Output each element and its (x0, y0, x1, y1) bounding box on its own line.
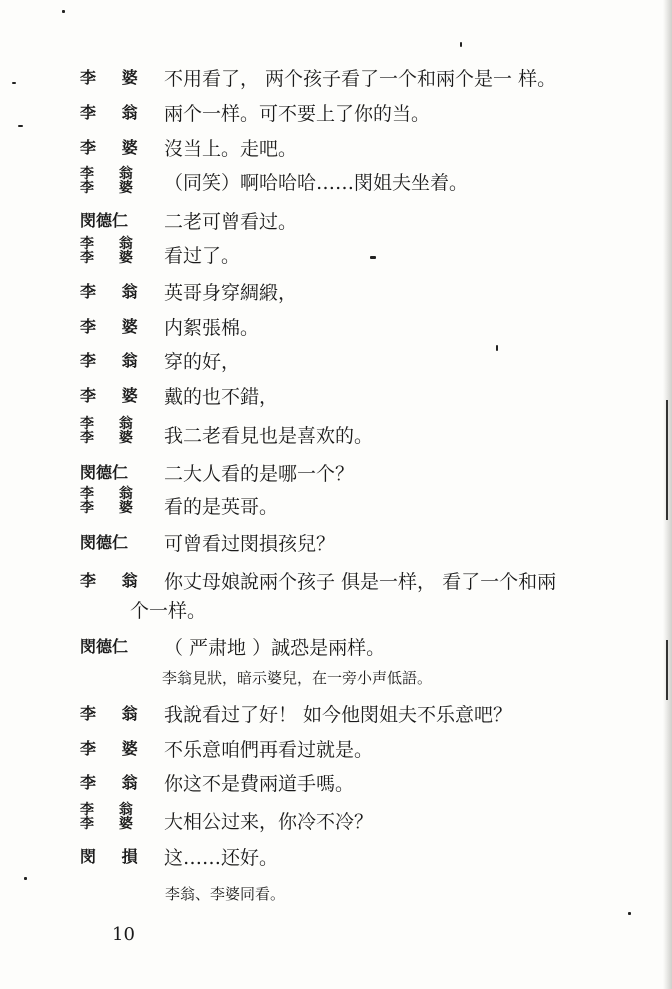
dialogue: 这……还好。 (164, 847, 279, 869)
dialogue: 英哥身穿綢緞， (164, 282, 298, 304)
dialogue: 我二老看見也是喜欢的。 (164, 425, 374, 447)
scan-speck (18, 125, 23, 127)
dialogue: （同笑）啊哈哈哈……閔姐夫坐着。 (164, 172, 469, 194)
dialogue: 戴的也不錯， (164, 386, 279, 408)
dialogue: 我說看过了好！ 如今他閔姐夫不乐意吧？ (164, 704, 513, 726)
scan-speck (24, 877, 27, 880)
dialogue: 兩个一样。可不要上了你的当。 (164, 103, 431, 125)
scan-speck (12, 82, 16, 84)
speaker: 李 翁 (80, 773, 148, 792)
speaker: 閔 損 (80, 847, 148, 866)
speaker-top: 李 翁 (80, 236, 143, 252)
scan-speck (370, 256, 376, 259)
speaker: 李 婆 (80, 138, 148, 157)
dialogue: 可曾看过閔損孩兒？ (164, 533, 336, 555)
speaker: 閔德仁 (80, 211, 129, 230)
speaker: 李 婆 (80, 317, 148, 336)
speaker-bottom: 李 婆 (80, 500, 143, 516)
speaker: 李 婆 (80, 739, 148, 758)
dialogue: 看过了。 (164, 245, 241, 267)
speaker: 李 翁 (80, 103, 148, 122)
speaker-bottom: 李 婆 (80, 250, 143, 266)
speaker: 李 翁 (80, 351, 148, 370)
page-edge-mark (666, 400, 668, 520)
speaker-top: 李 翁 (80, 416, 143, 432)
scan-speck (628, 912, 631, 915)
speaker-top: 李 翁 (80, 166, 143, 182)
dialogue: 你这不是費兩道手嗎。 (164, 773, 355, 795)
speaker-bottom: 李 婆 (80, 180, 143, 196)
speaker: 閔德仁 (80, 637, 129, 656)
stage-direction: 李翁見狀，暗示婆兒，在一旁小声低語。 (162, 669, 433, 687)
stage-direction: 李翁、李婆同看。 (165, 885, 286, 903)
dialogue: （ 严肃地 ）誠恐是兩样。 (164, 637, 386, 659)
dialogue-continuation: 个一样。 (130, 600, 207, 622)
dialogue: 二大人看的是哪一个？ (164, 463, 355, 485)
scan-speck (496, 345, 498, 351)
speaker: 李 翁 (80, 571, 148, 590)
dialogue: 内絮張棉。 (164, 317, 260, 339)
speaker-top: 李 翁 (80, 486, 143, 502)
dialogue: 穿的好， (164, 351, 241, 373)
speaker: 李 翁 (80, 282, 148, 301)
scan-speck (460, 42, 462, 47)
page-edge-mark (666, 640, 668, 700)
scan-speck (62, 10, 65, 13)
speaker: 李 婆 (80, 386, 148, 405)
dialogue: 大相公过来，你冷不冷？ (164, 811, 374, 833)
dialogue: 沒当上。走吧。 (164, 138, 298, 160)
speaker: 閔德仁 (80, 463, 129, 482)
dialogue: 不乐意咱們再看过就是。 (164, 739, 374, 761)
speaker-bottom: 李 婆 (80, 430, 143, 446)
page-number: 10 (112, 924, 135, 945)
dialogue: 二老可曾看过。 (164, 211, 298, 233)
speaker: 李 翁 (80, 704, 148, 723)
speaker-bottom: 李 婆 (80, 816, 143, 832)
dialogue: 看的是英哥。 (164, 496, 279, 518)
speaker: 李 婆 (80, 68, 148, 87)
speaker-top: 李 翁 (80, 802, 143, 818)
dialogue: 你丈母娘說兩个孩子 俱是一样， 看了一个和兩 (164, 571, 557, 593)
dialogue: 不用看了， 两个孩子看了一个和兩个是一 样。 (164, 68, 557, 90)
speaker: 閔德仁 (80, 533, 129, 552)
